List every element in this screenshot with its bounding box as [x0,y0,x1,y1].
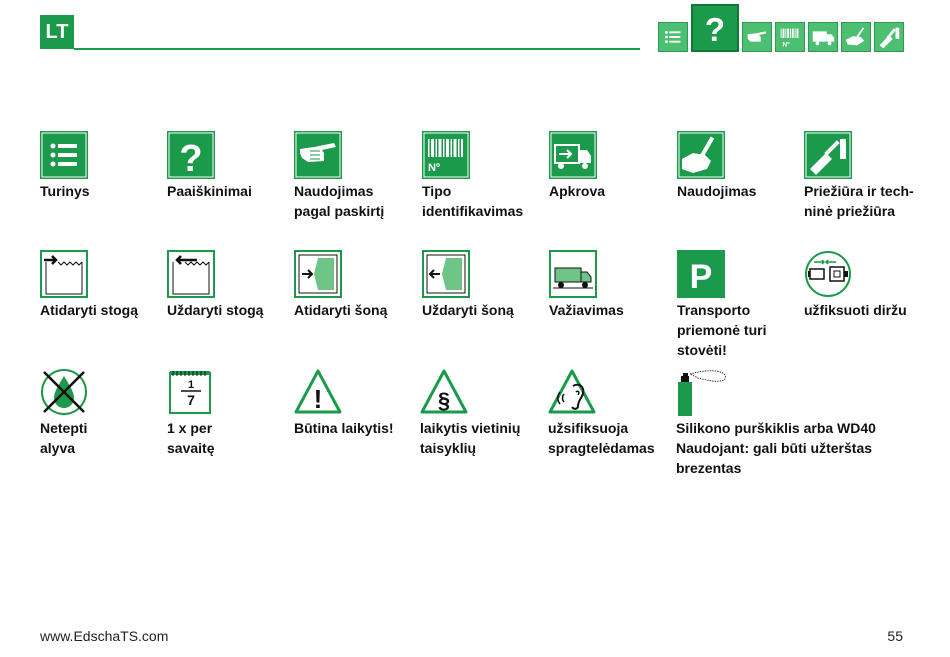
item-label-line: Paaiškinimai [167,183,252,199]
item-label-line: Tipo [422,183,452,199]
close-roof-icon [167,250,215,298]
item-label-line: Uždaryti šoną [422,302,514,318]
item-close-roof [167,250,292,320]
header-rule [74,48,640,50]
item-label-line: brezentas [676,460,742,476]
footer-url[interactable]: www.EdschaTS.com [40,628,169,644]
item-label-line: Atidaryti šoną [294,302,388,318]
calendar-numerator: 1 [187,379,195,391]
item-label-line: identifikavimas [422,203,524,219]
item-strap-lock [804,250,929,320]
item-label-line: spragtelėdamas [548,440,655,456]
item-label-line: pagal paskirtį [294,203,385,219]
nav-barcode-icon[interactable] [775,22,805,52]
item-contents [40,131,165,201]
item-label-line: Silikono purškiklis arba WD40 [676,420,876,436]
item-label-line: Uždaryti stogą [167,302,264,318]
item-label-line: Transporto [677,302,751,318]
nav-truck-icon[interactable] [808,22,838,52]
item-label-line: 1 x per [167,420,213,436]
item-weekly [167,368,292,458]
open-roof-icon [40,250,88,298]
language-badge: LT [40,15,74,49]
paragraph-sign: § [437,388,451,413]
item-label-line: Turinys [40,183,90,199]
item-label-line: Priežiūra ir tech- [804,183,914,199]
parking-icon [677,250,725,298]
item-label-line: savaitę [167,440,215,456]
item-label-line: priemonė turi [677,322,767,338]
item-open-side [294,250,419,320]
item-driving [549,250,674,320]
nav-question-icon[interactable] [691,4,739,52]
svg-text:?: ? [704,10,726,48]
item-label-line: užfiksuoti diržu [804,302,907,318]
item-label-line: Apkrova [549,183,606,199]
cleaning-icon [804,131,852,179]
item-type-identification [422,131,547,221]
calendar-denominator: 7 [187,392,195,408]
truck-icon [549,131,597,179]
svg-text:?: ? [179,138,203,179]
item-local-rules [420,368,545,458]
item-label-line: Naudojimas [294,183,374,199]
item-label-line: Netepti [40,420,88,436]
nav-hand-icon[interactable] [841,22,871,52]
item-click-lock [548,368,673,458]
item-label-line: užsifiksuoja [548,420,629,436]
item-label-line: Važiavimas [549,302,624,318]
number-sign-badge: Nº [428,162,440,174]
item-use [677,131,802,201]
driving-truck-icon [549,250,597,298]
item-no-oil [40,368,165,458]
spray-can-icon [676,368,732,416]
hand-icon [677,131,725,179]
parking-letter: P [689,258,713,296]
open-side-icon [294,250,342,298]
item-label-line: Naudojimas [677,183,757,199]
item-label-line: taisyklių [420,440,477,456]
item-maintenance [804,131,929,221]
nav-cleaning-icon[interactable] [874,22,904,52]
barcode-icon [422,131,470,179]
calendar-icon [167,368,215,416]
paragraph-warning-icon [420,368,468,416]
item-must-follow [294,368,419,438]
item-explanations [167,131,292,201]
strap-lock-icon [804,250,852,298]
question-icon [167,131,215,179]
item-label-line: alyva [40,440,76,456]
item-silicone-spray [676,368,916,478]
item-label-line: Atidaryti stogą [40,302,139,318]
item-label-line: stovėti! [677,342,727,358]
item-label-line: laikytis vietinių [420,420,521,436]
pointing-hand-icon [294,131,342,179]
page-number: 55 [887,628,903,644]
item-label-line: Būtina laikytis! [294,420,394,436]
ear-click-icon [548,368,596,416]
item-label-line: ninė priežiūra [804,203,896,219]
svg-text:Nº: Nº [782,41,790,49]
exclamation-mark: ! [313,384,323,414]
top-nav [658,4,908,52]
item-close-side [422,250,547,320]
nav-list-icon[interactable] [658,22,688,52]
list-icon [40,131,88,179]
item-intended-use [294,131,419,221]
item-parking [677,250,802,360]
nav-pointing-hand-icon[interactable] [742,22,772,52]
no-oil-icon [40,368,88,416]
item-open-roof [40,250,165,320]
item-load [549,131,674,201]
item-label-line: Naudojant: gali būti užterštas [676,440,873,456]
close-side-icon [422,250,470,298]
warning-icon [294,368,342,416]
